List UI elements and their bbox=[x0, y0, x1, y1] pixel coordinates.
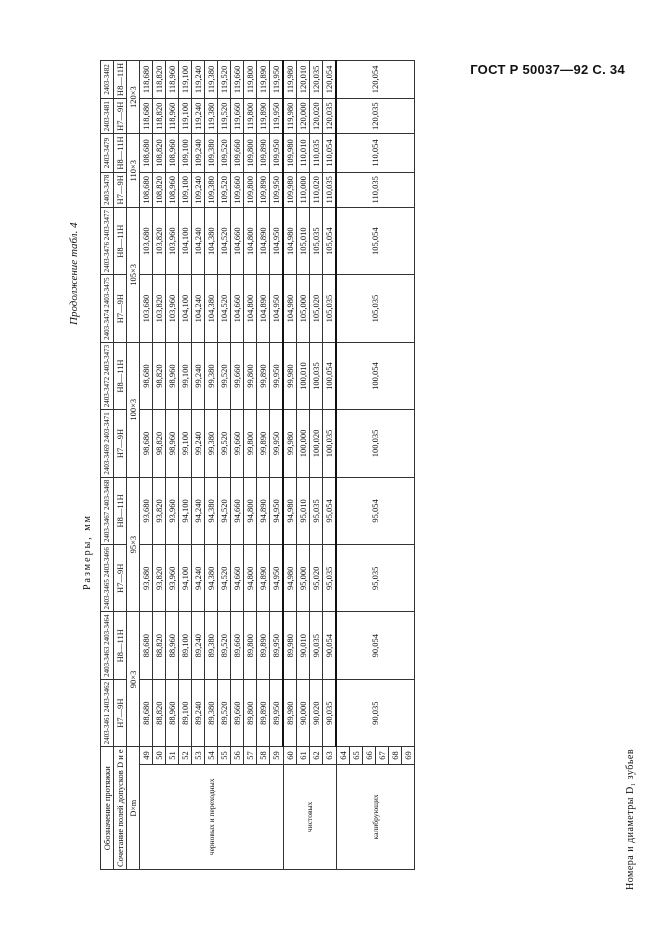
fit-cell: H7—9H bbox=[114, 172, 127, 207]
diameter-cell: 108,820 bbox=[153, 172, 166, 207]
diameter-cell: 100,035 bbox=[323, 410, 337, 477]
tooth-number: 61 bbox=[297, 747, 310, 764]
diameter-cell: 104,890 bbox=[257, 275, 270, 342]
table-row bbox=[179, 60, 192, 869]
code-cell: 2403-3482 bbox=[101, 60, 114, 98]
diameter-cell: 120,000 bbox=[297, 99, 310, 134]
diameter-cell: 89,520 bbox=[218, 679, 231, 746]
fit-cell: H8—11H bbox=[114, 342, 127, 409]
fit-cell: H7—9H bbox=[114, 410, 127, 477]
diameter-cell: 89,240 bbox=[192, 679, 205, 746]
diameter-cell: 110,035 bbox=[323, 172, 337, 207]
diameter-cell: 89,100 bbox=[179, 679, 192, 746]
table-row bbox=[323, 60, 337, 869]
diameter-cell: 89,660 bbox=[231, 679, 244, 746]
diameter-cell: 94,520 bbox=[218, 477, 231, 544]
diameter-cell: 119,520 bbox=[218, 99, 231, 134]
table-body bbox=[140, 60, 415, 869]
table-row bbox=[166, 60, 179, 869]
diameter-cell: 103,680 bbox=[140, 275, 153, 342]
diameter-cell: 100,010 bbox=[297, 342, 310, 409]
diameter-cell: 88,960 bbox=[166, 679, 179, 746]
tooth-number: 50 bbox=[153, 747, 166, 764]
tooth-number: 55 bbox=[218, 747, 231, 764]
fit-cell: H7—9H bbox=[114, 545, 127, 612]
diameter-cell: 99,950 bbox=[270, 342, 284, 409]
diameter-cell: 109,380 bbox=[205, 172, 218, 207]
diameter-cell: 93,820 bbox=[153, 545, 166, 612]
diameter-cell: 90,054 bbox=[323, 612, 337, 679]
diameter-cell: 104,380 bbox=[205, 275, 218, 342]
diameter-cell: 89,950 bbox=[270, 679, 284, 746]
diameter-cell: 99,980 bbox=[283, 410, 297, 477]
diameter-cell: 105,035 bbox=[323, 275, 337, 342]
diameter-cell: 105,000 bbox=[297, 275, 310, 342]
diameter-cell: 118,680 bbox=[140, 99, 153, 134]
diameter-cell: 99,240 bbox=[192, 410, 205, 477]
diameter-cell: 89,800 bbox=[244, 612, 257, 679]
diameter-cell: 93,680 bbox=[140, 477, 153, 544]
tooth-number: 68 bbox=[388, 747, 401, 764]
tooth-number: 54 bbox=[205, 747, 218, 764]
diameter-cell: 88,680 bbox=[140, 679, 153, 746]
diameter-cell: 90,000 bbox=[297, 679, 310, 746]
code-cell: 2403-3476 2403-3477 bbox=[101, 207, 114, 274]
diameter-cell: 104,980 bbox=[283, 275, 297, 342]
calib-cell: 120,054 bbox=[336, 60, 414, 98]
diameter-cell: 109,980 bbox=[283, 172, 297, 207]
diameter-cell: 103,820 bbox=[153, 275, 166, 342]
diameter-cell: 99,380 bbox=[205, 410, 218, 477]
diameter-cell: 108,960 bbox=[166, 172, 179, 207]
diameter-cell: 110,000 bbox=[297, 172, 310, 207]
diameter-cell: 94,890 bbox=[257, 477, 270, 544]
diameter-cell: 99,800 bbox=[244, 342, 257, 409]
diameter-cell: 103,960 bbox=[166, 275, 179, 342]
fit-cell: H7—9H bbox=[114, 99, 127, 134]
diameter-cell: 94,980 bbox=[283, 545, 297, 612]
diameter-cell: 99,380 bbox=[205, 342, 218, 409]
diameter-cell: 104,950 bbox=[270, 207, 284, 274]
diameter-cell: 109,380 bbox=[205, 134, 218, 172]
calib-cell: 110,035 bbox=[336, 172, 414, 207]
code-cell: 2403-3472 2403-3473 bbox=[101, 342, 114, 409]
diameter-cell: 99,890 bbox=[257, 410, 270, 477]
diameter-cell: 108,960 bbox=[166, 134, 179, 172]
calib-cell: 110,054 bbox=[336, 134, 414, 172]
diameter-cell: 95,020 bbox=[310, 545, 323, 612]
diameter-cell: 94,380 bbox=[205, 477, 218, 544]
diameter-cell: 104,240 bbox=[192, 275, 205, 342]
tooth-number: 62 bbox=[310, 747, 323, 764]
fit-cell: H8—11H bbox=[114, 60, 127, 98]
fit-cell: H8—11H bbox=[114, 477, 127, 544]
diameter-cell: 110,035 bbox=[310, 134, 323, 172]
tooth-number: 53 bbox=[192, 747, 205, 764]
diameter-cell: 94,380 bbox=[205, 545, 218, 612]
tooth-number: 67 bbox=[375, 747, 388, 764]
diameter-cell: 89,800 bbox=[244, 679, 257, 746]
diameter-cell: 94,660 bbox=[231, 477, 244, 544]
diameter-cell: 98,820 bbox=[153, 342, 166, 409]
diameter-cell: 95,000 bbox=[297, 545, 310, 612]
diameter-cell: 95,035 bbox=[310, 477, 323, 544]
diameter-cell: 104,950 bbox=[270, 275, 284, 342]
diameter-cell: 120,035 bbox=[323, 99, 337, 134]
diameter-cell: 108,820 bbox=[153, 134, 166, 172]
diameter-cell: 104,660 bbox=[231, 275, 244, 342]
group-cell: 120×3 bbox=[127, 60, 140, 134]
diameter-cell: 94,660 bbox=[231, 545, 244, 612]
diameter-cell: 109,660 bbox=[231, 134, 244, 172]
diameter-cell: 89,890 bbox=[257, 612, 270, 679]
tooth-number: 58 bbox=[257, 747, 270, 764]
diameter-cell: 103,820 bbox=[153, 207, 166, 274]
tooth-number: 59 bbox=[270, 747, 284, 764]
diameter-cell: 105,035 bbox=[310, 207, 323, 274]
fit-cell: H8—11H bbox=[114, 612, 127, 679]
diameter-cell: 104,100 bbox=[179, 207, 192, 274]
table-caption: Размеры, мм bbox=[82, 514, 93, 590]
diameter-cell: 88,960 bbox=[166, 612, 179, 679]
tooth-number: 60 bbox=[283, 747, 297, 764]
code-cell: 2403-3469 2403-3471 bbox=[101, 410, 114, 477]
diameter-cell: 94,890 bbox=[257, 545, 270, 612]
diameter-cell: 94,240 bbox=[192, 477, 205, 544]
diameter-cell: 109,100 bbox=[179, 172, 192, 207]
tooth-number: 52 bbox=[179, 747, 192, 764]
diameter-cell: 104,980 bbox=[283, 207, 297, 274]
tooth-number: 51 bbox=[166, 747, 179, 764]
tooth-number: 56 bbox=[231, 747, 244, 764]
diameter-cell: 99,660 bbox=[231, 342, 244, 409]
group-cell: 105×3 bbox=[127, 207, 140, 342]
table-row bbox=[218, 60, 231, 869]
diameter-cell: 94,800 bbox=[244, 545, 257, 612]
diameter-cell: 95,010 bbox=[297, 477, 310, 544]
row-group-label: черновых и переходных bbox=[140, 764, 284, 869]
diameter-cell: 99,980 bbox=[283, 342, 297, 409]
diameter-cell: 104,800 bbox=[244, 275, 257, 342]
tooth-number: 69 bbox=[401, 747, 414, 764]
diameter-cell: 89,520 bbox=[218, 612, 231, 679]
calib-cell: 95,054 bbox=[336, 477, 414, 544]
diameter-cell: 94,100 bbox=[179, 545, 192, 612]
row-group-label: чистовых bbox=[283, 764, 336, 869]
side-label: Номера и диаметры D₁ зубьев bbox=[625, 748, 636, 890]
fit-cell: H7—9H bbox=[114, 275, 127, 342]
diameter-cell: 89,380 bbox=[205, 612, 218, 679]
diameter-cell: 95,054 bbox=[323, 477, 337, 544]
diameter-cell: 89,240 bbox=[192, 612, 205, 679]
group-cell: 95×3 bbox=[127, 477, 140, 612]
diameter-cell: 119,380 bbox=[205, 99, 218, 134]
diameter-cell: 98,680 bbox=[140, 342, 153, 409]
fit-cell: H8—11H bbox=[114, 134, 127, 172]
diameter-cell: 93,680 bbox=[140, 545, 153, 612]
diameter-cell: 104,520 bbox=[218, 275, 231, 342]
diameter-cell: 119,950 bbox=[270, 60, 284, 98]
calib-cell: 105,035 bbox=[336, 275, 414, 342]
calib-cell: 90,054 bbox=[336, 612, 414, 679]
diameter-cell: 104,240 bbox=[192, 207, 205, 274]
tooth-number: 49 bbox=[140, 747, 153, 764]
diameter-cell: 100,020 bbox=[310, 410, 323, 477]
group-cell: 110×3 bbox=[127, 134, 140, 208]
diameter-cell: 119,240 bbox=[192, 60, 205, 98]
diameter-cell: 93,820 bbox=[153, 477, 166, 544]
diameter-cell: 104,660 bbox=[231, 207, 244, 274]
diameter-cell: 110,010 bbox=[297, 134, 310, 172]
diameter-cell: 119,520 bbox=[218, 60, 231, 98]
diameter-cell: 108,680 bbox=[140, 134, 153, 172]
diameter-cell: 98,680 bbox=[140, 410, 153, 477]
table-row bbox=[336, 60, 349, 869]
diameter-cell: 99,660 bbox=[231, 410, 244, 477]
diameter-cell: 104,380 bbox=[205, 207, 218, 274]
diameter-cell: 120,010 bbox=[297, 60, 310, 98]
table-row bbox=[231, 60, 244, 869]
diameter-cell: 118,820 bbox=[153, 60, 166, 98]
diameter-cell: 109,800 bbox=[244, 134, 257, 172]
diameter-cell: 103,680 bbox=[140, 207, 153, 274]
fit-cell: H7—9H bbox=[114, 679, 127, 746]
diameter-cell: 109,100 bbox=[179, 134, 192, 172]
diameter-cell: 119,980 bbox=[283, 60, 297, 98]
diameter-cell: 119,800 bbox=[244, 99, 257, 134]
diameter-cell: 98,960 bbox=[166, 342, 179, 409]
tooth-number: 66 bbox=[362, 747, 375, 764]
diameter-cell: 90,010 bbox=[297, 612, 310, 679]
diameter-cell: 100,054 bbox=[323, 342, 337, 409]
diameter-cell: 119,100 bbox=[179, 99, 192, 134]
diameter-cell: 94,950 bbox=[270, 477, 284, 544]
diameter-cell: 109,520 bbox=[218, 134, 231, 172]
diameter-cell: 104,100 bbox=[179, 275, 192, 342]
table-row bbox=[192, 60, 205, 869]
diameter-cell: 119,100 bbox=[179, 60, 192, 98]
diameter-cell: 99,520 bbox=[218, 410, 231, 477]
tooth-number: 63 bbox=[323, 747, 337, 764]
diameter-cell: 89,980 bbox=[283, 612, 297, 679]
row-group-label: калибрующих bbox=[336, 764, 414, 869]
table-row bbox=[283, 60, 297, 869]
diameter-cell: 100,035 bbox=[310, 342, 323, 409]
diameter-cell: 119,660 bbox=[231, 60, 244, 98]
designation-header: Обозначение протяжки bbox=[101, 747, 114, 870]
diameter-cell: 99,240 bbox=[192, 342, 205, 409]
diameter-cell: 90,020 bbox=[310, 679, 323, 746]
diameter-cell: 119,240 bbox=[192, 99, 205, 134]
table-row bbox=[310, 60, 323, 869]
diameter-cell: 110,054 bbox=[323, 134, 337, 172]
diameter-cell: 120,035 bbox=[310, 60, 323, 98]
code-cell: 2403-3461 2403-3462 bbox=[101, 679, 114, 746]
diameter-cell: 109,520 bbox=[218, 172, 231, 207]
diameter-cell: 119,980 bbox=[283, 99, 297, 134]
diameter-cell: 105,010 bbox=[297, 207, 310, 274]
diameter-cell: 95,035 bbox=[323, 545, 337, 612]
diameter-cell: 99,100 bbox=[179, 410, 192, 477]
diameter-cell: 88,680 bbox=[140, 612, 153, 679]
diameter-cell: 119,380 bbox=[205, 60, 218, 98]
table-row bbox=[297, 60, 310, 869]
diameter-cell: 105,054 bbox=[323, 207, 337, 274]
diameter-cell: 119,950 bbox=[270, 99, 284, 134]
page-header: ГОСТ Р 50037—92 С. 34 bbox=[470, 62, 625, 77]
diameter-cell: 90,035 bbox=[310, 612, 323, 679]
diameter-cell: 88,820 bbox=[153, 679, 166, 746]
tooth-number: 57 bbox=[244, 747, 257, 764]
diameter-cell: 119,800 bbox=[244, 60, 257, 98]
calib-cell: 100,035 bbox=[336, 410, 414, 477]
calib-cell: 100,054 bbox=[336, 342, 414, 409]
calib-cell: 120,035 bbox=[336, 99, 414, 134]
diameter-cell: 89,660 bbox=[231, 612, 244, 679]
diameter-cell: 104,890 bbox=[257, 207, 270, 274]
fit-cell: H8—11H bbox=[114, 207, 127, 274]
diameter-cell: 120,020 bbox=[310, 99, 323, 134]
diameter-cell: 118,960 bbox=[166, 99, 179, 134]
diameter-cell: 119,890 bbox=[257, 99, 270, 134]
tooth-number: 64 bbox=[336, 747, 349, 764]
table-row bbox=[153, 60, 166, 869]
diameter-cell: 105,020 bbox=[310, 275, 323, 342]
diameter-cell: 109,660 bbox=[231, 172, 244, 207]
diameter-cell: 90,035 bbox=[323, 679, 337, 746]
table-row bbox=[244, 60, 257, 869]
diameter-cell: 94,520 bbox=[218, 545, 231, 612]
diameter-cell: 118,820 bbox=[153, 99, 166, 134]
calib-cell: 105,054 bbox=[336, 207, 414, 274]
calib-cell: 95,035 bbox=[336, 545, 414, 612]
table-row bbox=[257, 60, 270, 869]
diameter-cell: 99,890 bbox=[257, 342, 270, 409]
diameter-cell: 110,020 bbox=[310, 172, 323, 207]
diameter-cell: 108,680 bbox=[140, 172, 153, 207]
diameter-cell: 119,660 bbox=[231, 99, 244, 134]
diameter-cell: 98,820 bbox=[153, 410, 166, 477]
table-row bbox=[205, 60, 218, 869]
diameter-cell: 94,950 bbox=[270, 545, 284, 612]
code-cell: 2403-3465 2403-3466 bbox=[101, 545, 114, 612]
diameter-cell: 88,820 bbox=[153, 612, 166, 679]
diameter-cell: 100,000 bbox=[297, 410, 310, 477]
diameter-cell: 109,950 bbox=[270, 172, 284, 207]
diameter-cell: 89,890 bbox=[257, 679, 270, 746]
table-row bbox=[140, 60, 153, 869]
diameter-cell: 94,980 bbox=[283, 477, 297, 544]
dimensions-table bbox=[100, 60, 415, 870]
diameter-cell: 94,800 bbox=[244, 477, 257, 544]
diameter-cell: 120,054 bbox=[323, 60, 337, 98]
diameter-cell: 118,960 bbox=[166, 60, 179, 98]
diameter-cell: 118,680 bbox=[140, 60, 153, 98]
diameter-cell: 89,100 bbox=[179, 612, 192, 679]
tolerance-header: Сочетание полей допусков D и e bbox=[114, 747, 127, 870]
diameter-cell: 99,800 bbox=[244, 410, 257, 477]
diameter-cell: 104,520 bbox=[218, 207, 231, 274]
diameter-cell: 109,950 bbox=[270, 134, 284, 172]
diameter-cell: 109,240 bbox=[192, 134, 205, 172]
diameter-cell: 89,980 bbox=[283, 679, 297, 746]
diameter-cell: 109,980 bbox=[283, 134, 297, 172]
code-cell: 2403-3467 2403-3468 bbox=[101, 477, 114, 544]
group-cell: 90×3 bbox=[127, 612, 140, 747]
diameter-cell: 89,950 bbox=[270, 612, 284, 679]
diameter-cell: 109,800 bbox=[244, 172, 257, 207]
code-cell: 2403-3463 2403-3464 bbox=[101, 612, 114, 679]
diameter-cell: 99,950 bbox=[270, 410, 284, 477]
calib-cell: 90,035 bbox=[336, 679, 414, 746]
diameter-cell: 99,100 bbox=[179, 342, 192, 409]
diameter-cell: 119,890 bbox=[257, 60, 270, 98]
continuation-label: Продолжение табл. 4 bbox=[68, 222, 80, 325]
table-row bbox=[270, 60, 284, 869]
diameter-cell: 93,960 bbox=[166, 477, 179, 544]
diameter-cell: 109,240 bbox=[192, 172, 205, 207]
diameter-cell: 103,960 bbox=[166, 207, 179, 274]
tooth-number: 65 bbox=[349, 747, 362, 764]
diameter-cell: 98,960 bbox=[166, 410, 179, 477]
code-cell: 2403-3474 2403-3475 bbox=[101, 275, 114, 342]
diameter-cell: 94,100 bbox=[179, 477, 192, 544]
group-cell: 100×3 bbox=[127, 342, 140, 477]
code-cell: 2403-3478 bbox=[101, 172, 114, 207]
code-cell: 2403-3481 bbox=[101, 99, 114, 134]
diameter-cell: 109,890 bbox=[257, 134, 270, 172]
diameter-cell: 104,800 bbox=[244, 207, 257, 274]
diameter-cell: 99,520 bbox=[218, 342, 231, 409]
diameter-cell: 94,240 bbox=[192, 545, 205, 612]
dxm-header: D×m bbox=[127, 747, 140, 870]
code-cell: 2403-3479 bbox=[101, 134, 114, 172]
diameter-cell: 89,380 bbox=[205, 679, 218, 746]
diameter-cell: 109,890 bbox=[257, 172, 270, 207]
diameter-cell: 93,960 bbox=[166, 545, 179, 612]
